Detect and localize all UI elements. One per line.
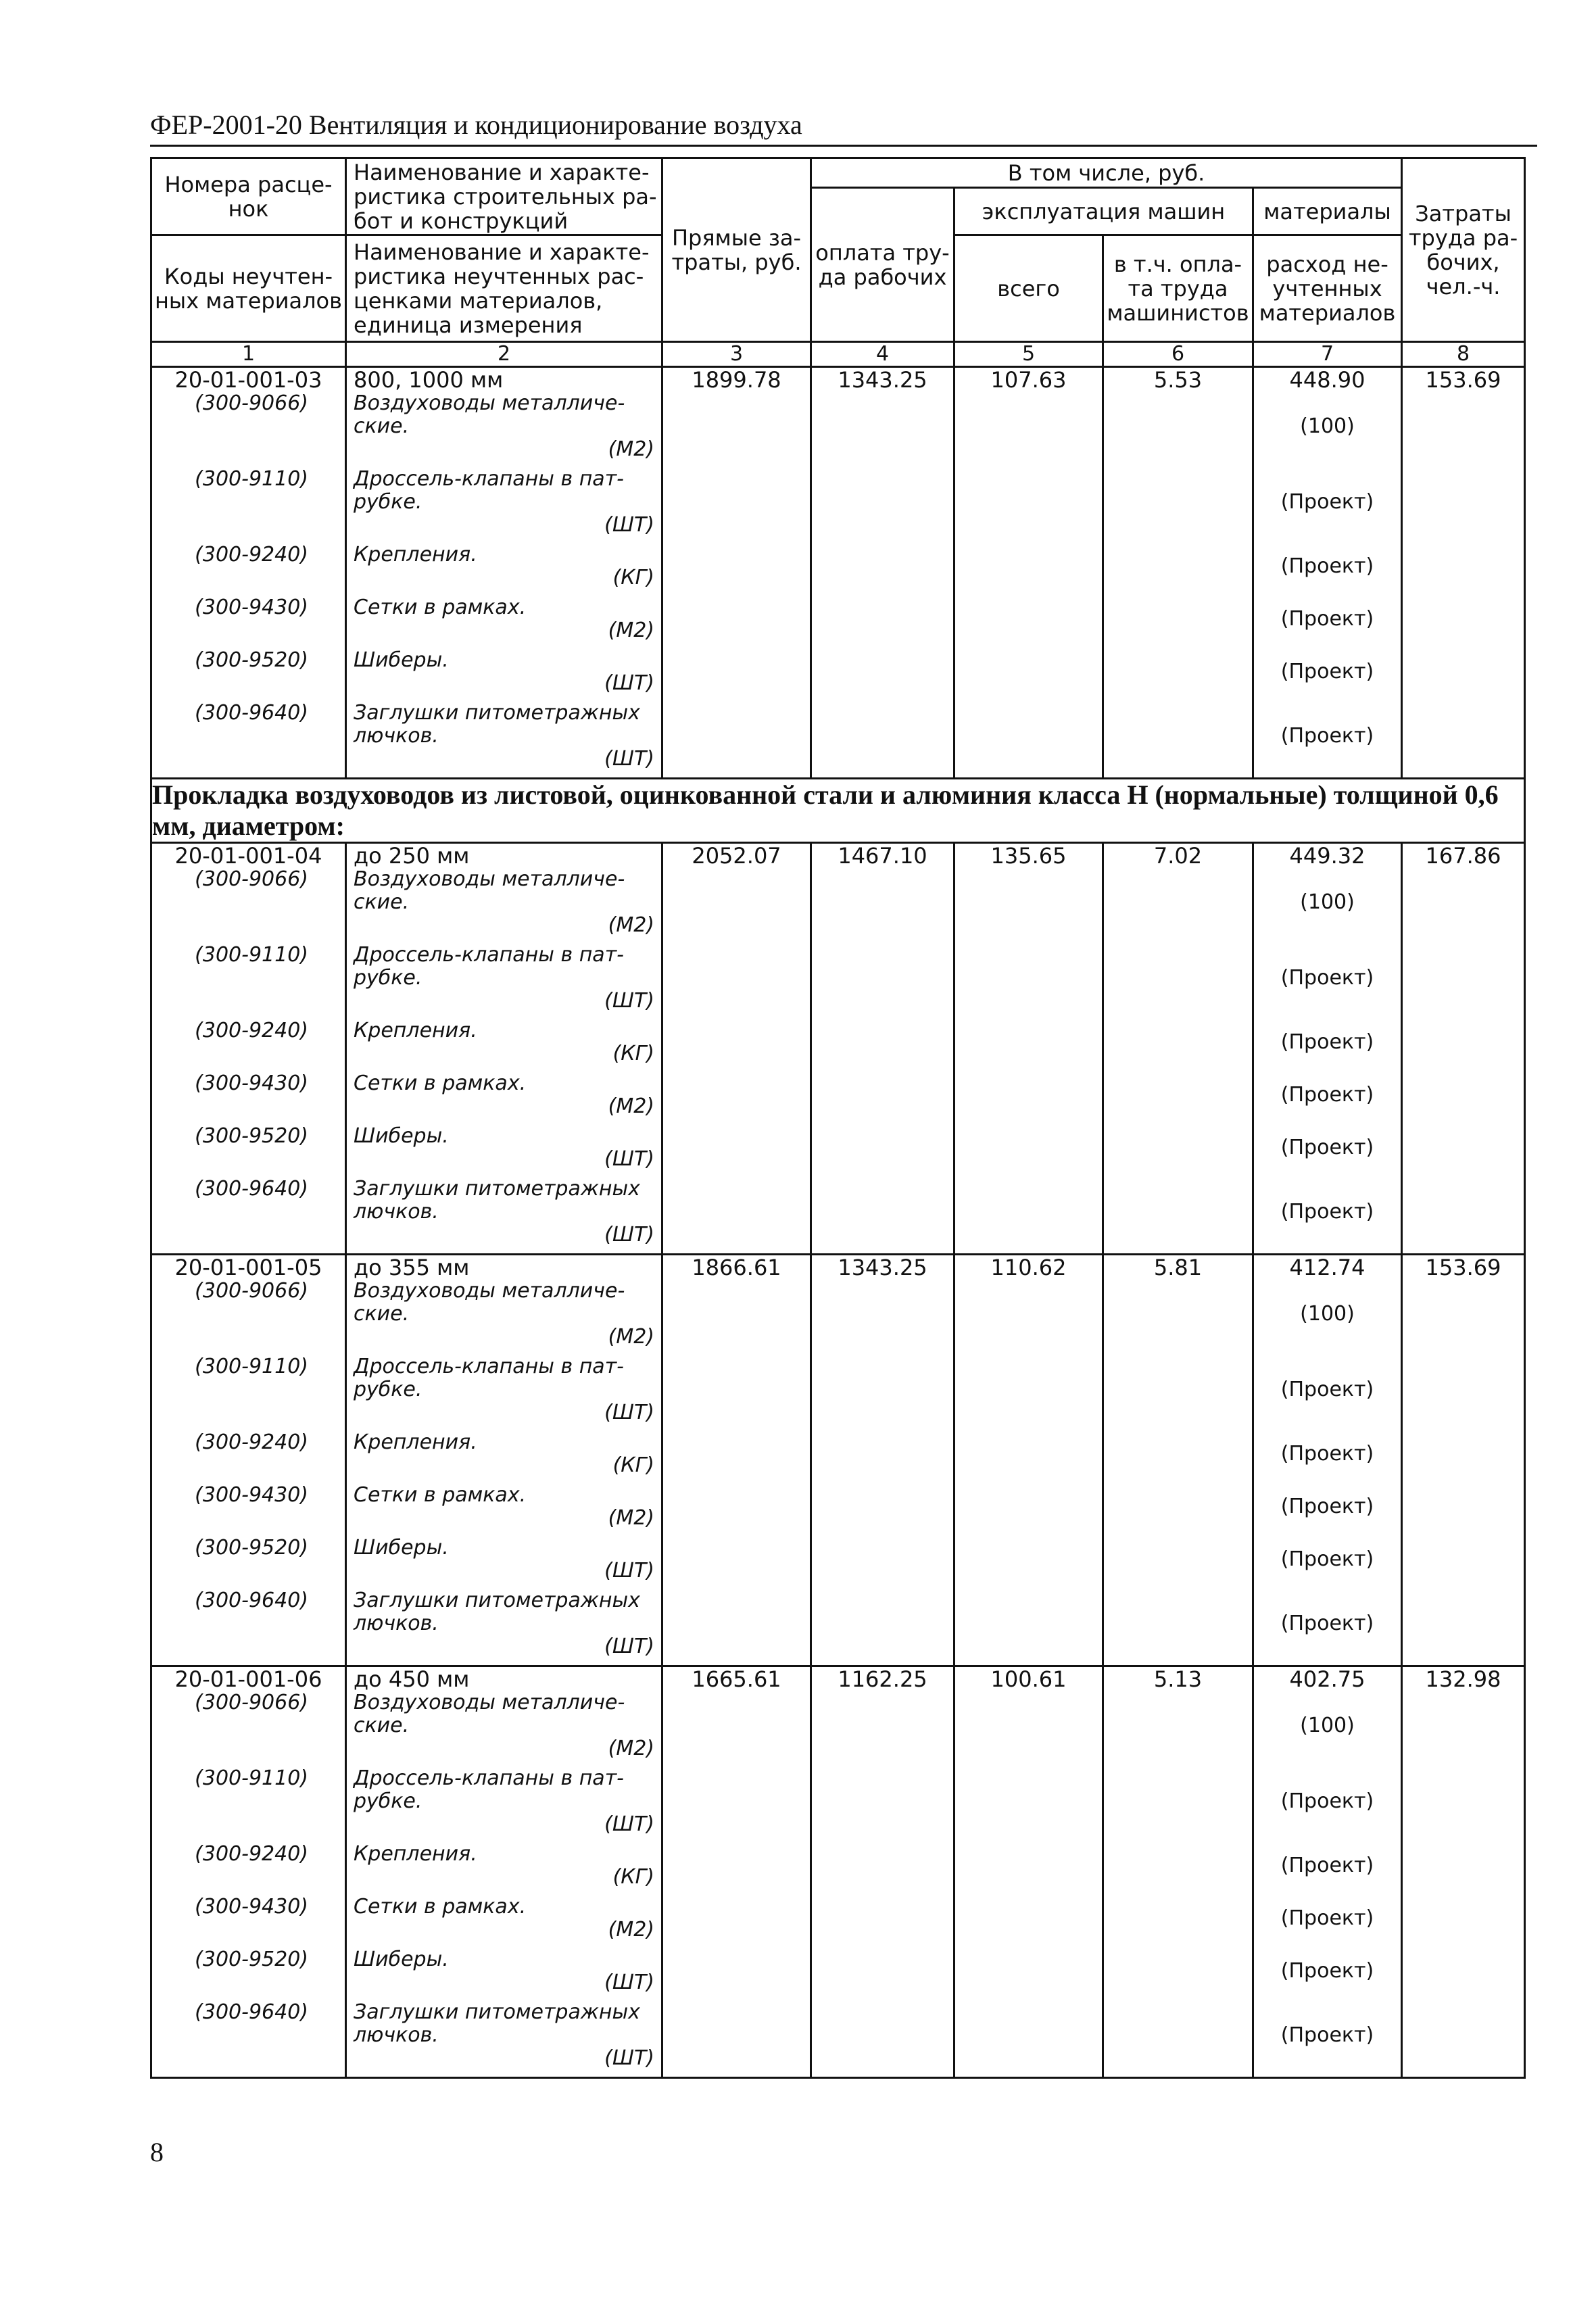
material-name-block <box>347 2001 661 2077</box>
material-unit: (М2) <box>608 1918 654 1941</box>
material-code: (300-9640) <box>195 1589 308 1612</box>
material-name-block <box>347 1178 661 1253</box>
material-name-line: Сетки в рамках. <box>354 1483 527 1507</box>
material-quantity: (Проект) <box>1280 660 1374 683</box>
materials-cell <box>1253 843 1402 1255</box>
material-code: (300-9110) <box>195 1355 308 1378</box>
machine-total: 100.61 <box>990 1666 1067 1692</box>
rate-name-cell <box>346 367 662 779</box>
material-code: (300-9240) <box>195 1019 308 1042</box>
labor-cost-cell <box>1402 1255 1525 1666</box>
material-quantity: (Проект) <box>1280 490 1374 514</box>
material-name-block <box>347 702 661 777</box>
material-name-block <box>347 392 661 468</box>
material-name-line: рубке. <box>354 1789 422 1813</box>
column-number: 3 <box>662 342 811 367</box>
material-name-line: Воздуховоды металличе- <box>354 867 625 891</box>
material-code: (300-9520) <box>195 1124 308 1148</box>
rate-name: 800, 1000 мм <box>354 367 504 393</box>
header-unaccounted-codes: Коды неучтен-ных материалов <box>151 235 346 342</box>
material-name-block <box>347 1431 661 1484</box>
labor-pay: 1343.25 <box>838 1255 927 1280</box>
material-name-line: Заглушки питометражных <box>354 1177 640 1201</box>
machine-labor-cell <box>1103 1666 1253 2078</box>
direct-costs-cell <box>662 1666 811 2078</box>
materials-value: 448.90 <box>1289 367 1365 393</box>
material-name-block <box>347 596 661 649</box>
material-code: (300-9640) <box>195 701 308 725</box>
material-name-line: ские. <box>354 890 410 914</box>
material-name-block <box>347 544 661 596</box>
machine-total: 135.65 <box>990 843 1067 869</box>
material-unit: (ШТ) <box>604 2046 654 2070</box>
rate-entry-row <box>151 367 1525 779</box>
material-quantity: (Проект) <box>1280 1547 1374 1571</box>
material-name-block <box>347 468 661 544</box>
material-name-line: Воздуховоды металличе- <box>354 1279 625 1303</box>
rate-name-cell <box>346 1255 662 1666</box>
machine-total-cell <box>954 1255 1103 1666</box>
material-name-block <box>347 1767 661 1843</box>
material-name-block <box>347 1948 661 2001</box>
material-name-block <box>347 1537 661 1589</box>
direct-costs: 1665.61 <box>692 1666 781 1692</box>
header-labor-cost: Затраты труда ра-бочих, чел.-ч. <box>1402 158 1525 342</box>
material-quantity: (Проект) <box>1280 1200 1374 1224</box>
material-name-line: рубке. <box>354 1378 422 1401</box>
labor-cost-cell <box>1402 843 1525 1255</box>
material-quantity: (Проект) <box>1280 1030 1374 1054</box>
labor-pay: 1343.25 <box>838 367 927 393</box>
material-name-line: Крепления. <box>354 543 477 566</box>
material-quantity: (Проект) <box>1280 724 1374 748</box>
material-code: (300-9520) <box>195 1536 308 1560</box>
material-quantity: (Проект) <box>1280 1789 1374 1813</box>
materials-cell <box>1253 1666 1402 2078</box>
labor-cost: 132.98 <box>1425 1666 1501 1692</box>
material-unit: (ШТ) <box>604 1971 654 1994</box>
machine-total-cell <box>954 843 1103 1255</box>
section-title-row <box>151 779 1525 843</box>
rate-entry-row <box>151 843 1525 1255</box>
labor-pay: 1467.10 <box>838 843 927 869</box>
machine-labor: 5.53 <box>1153 367 1203 393</box>
material-unit: (М2) <box>608 619 654 642</box>
page-number: 8 <box>150 2137 164 2167</box>
material-code: (300-9240) <box>195 1430 308 1454</box>
material-name-line: Дроссель-клапаны в пат- <box>354 467 624 491</box>
material-name-line: Заглушки питометражных <box>354 1589 640 1612</box>
material-quantity: (100) <box>1300 890 1355 914</box>
rate-entry-row <box>151 1666 1525 2078</box>
column-number: 5 <box>954 342 1103 367</box>
material-code: (300-9430) <box>195 1483 308 1507</box>
material-name-line: Крепления. <box>354 1019 477 1042</box>
material-name-line: Крепления. <box>354 1430 477 1454</box>
labor-cost-cell <box>1402 367 1525 779</box>
material-quantity: (100) <box>1300 1302 1355 1326</box>
material-unit: (ШТ) <box>604 1559 654 1583</box>
machine-total: 110.62 <box>990 1255 1067 1280</box>
material-code: (300-9430) <box>195 1895 308 1919</box>
labor-pay-cell <box>811 1666 954 2078</box>
material-name-line: лючков. <box>354 1612 439 1635</box>
material-quantity: (Проект) <box>1280 1612 1374 1635</box>
materials-value: 449.32 <box>1289 843 1365 869</box>
direct-costs: 1899.78 <box>692 367 781 393</box>
header-unaccounted-name: Наименование и характе-ристика неучтенных рас-ценками материалов, единица измерения <box>346 235 662 342</box>
material-code: (300-9066) <box>195 1279 308 1303</box>
rate-entry-row <box>151 1255 1525 1666</box>
material-name-block <box>347 944 661 1019</box>
material-name-block <box>347 868 661 944</box>
header-machine-labor: в т.ч. опла-та труда машинистов <box>1103 235 1253 342</box>
material-quantity: (Проект) <box>1280 1959 1374 1983</box>
rate-code-cell <box>151 1666 346 2078</box>
material-name-line: ские. <box>354 1302 410 1326</box>
rate-code-cell <box>151 843 346 1255</box>
material-quantity: (Проект) <box>1280 1442 1374 1466</box>
material-name-line: Шиберы. <box>354 1124 449 1148</box>
material-quantity: (Проект) <box>1280 1083 1374 1107</box>
machine-total: 107.63 <box>990 367 1067 393</box>
direct-costs-cell <box>662 1255 811 1666</box>
material-name-line: Дроссель-клапаны в пат- <box>354 943 624 967</box>
rate-name-cell <box>346 843 662 1255</box>
section-title: Прокладка воздуховодов из листовой, оцинкованной стали и алюминия класса Н (нормальные) толщиной 0,6 мм, диаметром: <box>151 779 1525 843</box>
material-name-block <box>347 649 661 702</box>
rate-code: 20-01-001-06 <box>174 1666 322 1692</box>
material-name-block <box>347 1355 661 1431</box>
material-name-line: Воздуховоды металличе- <box>354 391 625 415</box>
machine-labor: 5.81 <box>1153 1255 1203 1280</box>
page-header: ФЕР-2001-20 Вентиляция и кондиционирование воздуха <box>150 110 802 140</box>
material-name-line: лючков. <box>354 724 439 748</box>
material-quantity: (100) <box>1300 1714 1355 1737</box>
material-unit: (ШТ) <box>604 1812 654 1836</box>
machine-labor: 5.13 <box>1153 1666 1203 1692</box>
material-code: (300-9430) <box>195 596 308 619</box>
labor-pay-cell <box>811 843 954 1255</box>
labor-pay-cell <box>811 367 954 779</box>
material-code: (300-9520) <box>195 1948 308 1971</box>
machine-labor-cell <box>1103 1255 1253 1666</box>
material-unit: (ШТ) <box>604 1635 654 1658</box>
header-direct-costs: Прямые за-траты, руб. <box>662 158 811 342</box>
material-name-line: Крепления. <box>354 1842 477 1866</box>
header-materials: материалы <box>1253 188 1402 235</box>
machine-labor-cell <box>1103 367 1253 779</box>
material-unit: (ШТ) <box>604 747 654 771</box>
material-quantity: (Проект) <box>1280 2023 1374 2047</box>
material-unit: (М2) <box>608 913 654 937</box>
material-name-line: Воздуховоды металличе- <box>354 1691 625 1714</box>
labor-pay-cell <box>811 1255 954 1666</box>
direct-costs-cell <box>662 843 811 1255</box>
header-rate-numbers: Номера расце-нок <box>151 158 346 235</box>
column-number-row <box>151 342 1525 367</box>
material-code: (300-9640) <box>195 2000 308 2024</box>
material-name-line: Шиберы. <box>354 648 449 672</box>
material-unit: (М2) <box>608 1094 654 1118</box>
material-unit: (ШТ) <box>604 989 654 1013</box>
material-quantity: (Проект) <box>1280 1136 1374 1159</box>
materials-cell <box>1253 1255 1402 1666</box>
rate-code-cell <box>151 1255 346 1666</box>
material-code: (300-9110) <box>195 1766 308 1790</box>
labor-cost-cell <box>1402 1666 1525 2078</box>
material-name-line: рубке. <box>354 490 422 514</box>
material-name-line: Сетки в рамках. <box>354 596 527 619</box>
material-unit: (М2) <box>608 1325 654 1349</box>
material-code: (300-9520) <box>195 648 308 672</box>
materials-value: 402.75 <box>1289 1666 1365 1692</box>
rate-code: 20-01-001-05 <box>174 1255 322 1280</box>
material-unit: (КГ) <box>612 1453 654 1477</box>
column-number: 2 <box>346 342 662 367</box>
material-name-block <box>347 1280 661 1355</box>
direct-costs: 2052.07 <box>692 843 781 869</box>
material-code: (300-9066) <box>195 391 308 415</box>
rate-name: до 250 мм <box>354 843 470 869</box>
header-divider <box>150 145 1537 147</box>
material-unit: (ШТ) <box>604 1223 654 1247</box>
material-code: (300-9066) <box>195 867 308 891</box>
column-number: 6 <box>1103 342 1253 367</box>
material-unit: (ШТ) <box>604 513 654 537</box>
rate-name: до 355 мм <box>354 1255 470 1280</box>
material-name-line: ские. <box>354 414 410 438</box>
labor-cost: 153.69 <box>1425 367 1501 393</box>
material-name-block <box>347 1484 661 1537</box>
machine-total-cell <box>954 1666 1103 2078</box>
material-quantity: (Проект) <box>1280 1495 1374 1518</box>
table-body <box>151 367 1525 2078</box>
material-name-line: Шиберы. <box>354 1948 449 1971</box>
machine-total-cell <box>954 367 1103 779</box>
header-materials-unaccounted: расход не-учтенных материалов <box>1253 235 1402 342</box>
header-labor-pay: оплата тру-да рабочих <box>811 188 954 342</box>
material-code: (300-9240) <box>195 1842 308 1866</box>
column-number: 8 <box>1402 342 1525 367</box>
material-name-block <box>347 1843 661 1896</box>
material-name-block <box>347 1019 661 1072</box>
rate-name: до 450 мм <box>354 1666 470 1692</box>
material-name-line: ские. <box>354 1714 410 1737</box>
machine-labor-cell <box>1103 843 1253 1255</box>
header-machine-operation: эксплуатация машин <box>954 188 1253 235</box>
header-work-name: Наименование и характе-ристика строительных ра-бот и конструкций <box>346 158 662 235</box>
material-name-line: лючков. <box>354 2023 439 2047</box>
material-name-line: Дроссель-клапаны в пат- <box>354 1355 624 1378</box>
material-quantity: (Проект) <box>1280 1378 1374 1401</box>
material-code: (300-9430) <box>195 1071 308 1095</box>
material-code: (300-9066) <box>195 1691 308 1714</box>
material-quantity: (Проект) <box>1280 1854 1374 1877</box>
direct-costs-cell <box>662 367 811 779</box>
direct-costs: 1866.61 <box>692 1255 781 1280</box>
material-quantity: (100) <box>1300 414 1355 438</box>
material-name-line: Дроссель-клапаны в пат- <box>354 1766 624 1790</box>
material-name-line: рубке. <box>354 966 422 990</box>
material-name-line: Сетки в рамках. <box>354 1895 527 1919</box>
material-code: (300-9640) <box>195 1177 308 1201</box>
material-name-line: Шиберы. <box>354 1536 449 1560</box>
material-name-line: лючков. <box>354 1200 439 1224</box>
rate-code: 20-01-001-03 <box>174 367 322 393</box>
material-code: (300-9110) <box>195 943 308 967</box>
rate-name-cell <box>346 1666 662 2078</box>
material-quantity: (Проект) <box>1280 966 1374 990</box>
column-number: 4 <box>811 342 954 367</box>
material-name-block <box>347 1589 661 1665</box>
material-name-line: Заглушки питометражных <box>354 701 640 725</box>
labor-pay: 1162.25 <box>838 1666 927 1692</box>
materials-cell <box>1253 367 1402 779</box>
material-quantity: (Проект) <box>1280 1906 1374 1930</box>
material-code: (300-9110) <box>195 467 308 491</box>
material-name-block <box>347 1896 661 1948</box>
material-name-block <box>347 1072 661 1125</box>
labor-cost: 167.86 <box>1425 843 1501 869</box>
column-number: 1 <box>151 342 346 367</box>
material-unit: (ШТ) <box>604 671 654 695</box>
material-unit: (ШТ) <box>604 1147 654 1171</box>
material-unit: (КГ) <box>612 1042 654 1065</box>
header-machine-total: всего <box>954 235 1103 342</box>
material-quantity: (Проект) <box>1280 554 1374 578</box>
material-unit: (КГ) <box>612 566 654 589</box>
rate-code: 20-01-001-04 <box>174 843 322 869</box>
rates-table <box>150 157 1526 2079</box>
materials-value: 412.74 <box>1289 1255 1365 1280</box>
material-quantity: (Проект) <box>1280 607 1374 631</box>
material-code: (300-9240) <box>195 543 308 566</box>
material-unit: (ШТ) <box>604 1401 654 1424</box>
material-name-line: Заглушки питометражных <box>354 2000 640 2024</box>
material-unit: (М2) <box>608 1737 654 1760</box>
material-name-block <box>347 1125 661 1178</box>
material-unit: (М2) <box>608 437 654 461</box>
column-number: 7 <box>1253 342 1402 367</box>
header-in-that-number: В том числе, руб. <box>811 158 1402 188</box>
rate-code-cell <box>151 367 346 779</box>
material-unit: (КГ) <box>612 1865 654 1889</box>
machine-labor: 7.02 <box>1153 843 1203 869</box>
material-name-line: Сетки в рамках. <box>354 1071 527 1095</box>
material-name-block <box>347 1691 661 1767</box>
labor-cost: 153.69 <box>1425 1255 1501 1280</box>
material-unit: (М2) <box>608 1506 654 1530</box>
